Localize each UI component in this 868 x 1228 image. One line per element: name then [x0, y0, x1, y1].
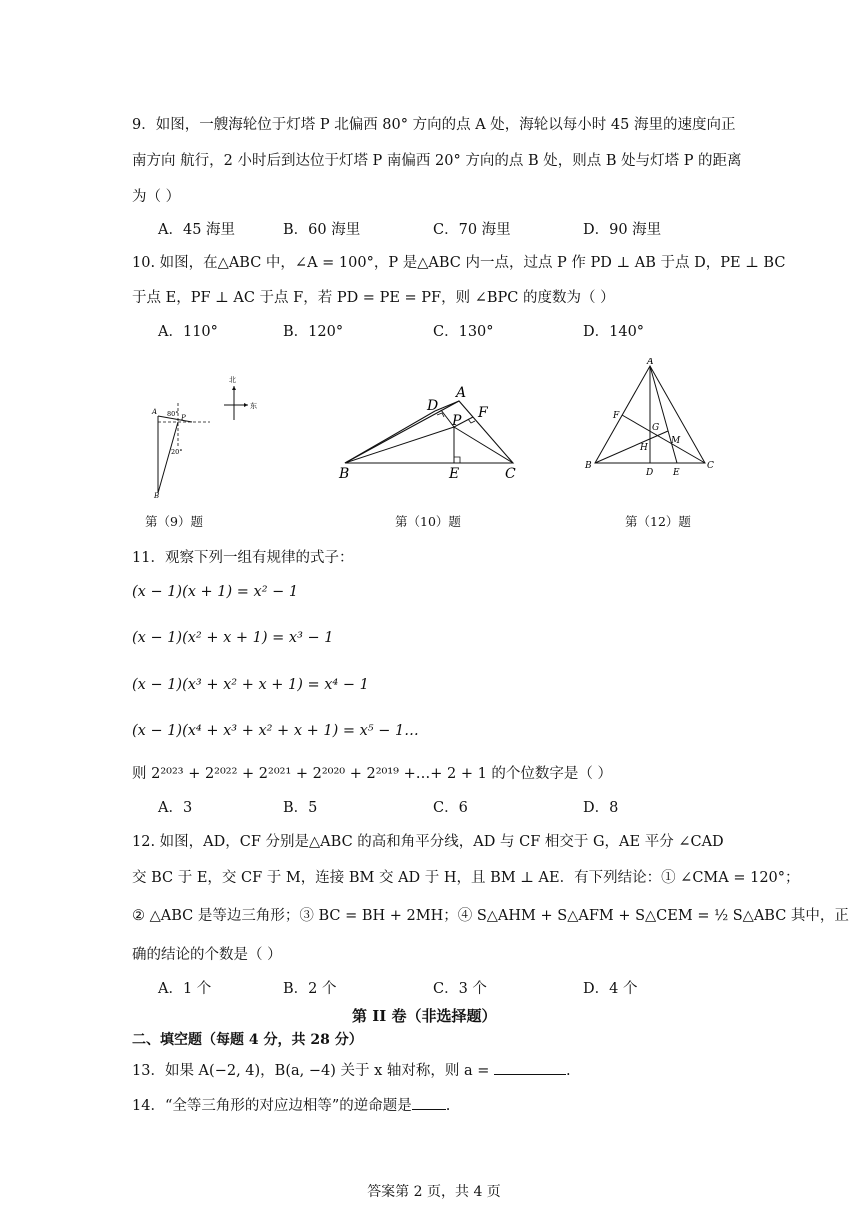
- q13-end: .: [566, 1063, 571, 1079]
- q12-line1: 12. 如图，AD，CF 分别是△ABC 的高和角平分线，AD 与 CF 相交于 G，AE 平分 ∠CAD: [132, 834, 724, 850]
- fig12-label-g: G: [652, 423, 660, 433]
- q10-line1: 10. 如图，在△ABC 中，∠A = 100°，P 是△ABC 内一点，过点 P 作 PD ⊥ AB 于点 D，PE ⊥ BC: [132, 255, 786, 271]
- fig9-label-b: B: [154, 492, 160, 500]
- q13-text: 13．如果 A(−2, 4)，B(a, −4) 关于 x 轴对称，则 a =: [132, 1063, 490, 1079]
- q10-option-b: B．120°: [283, 324, 344, 340]
- q13-answer-blank[interactable]: [494, 1062, 566, 1075]
- q11-option-a: A．3: [158, 800, 193, 816]
- fig12-label-b: B: [585, 461, 592, 471]
- fig9-angle-20: 20°: [171, 448, 183, 456]
- q14-answer-blank[interactable]: [412, 1097, 446, 1110]
- q11-eq4: (x − 1)(x⁴ + x³ + x² + x + 1) = x⁵ − 1…: [132, 723, 419, 739]
- q10-option-d: D．140°: [583, 324, 645, 340]
- q14-line: [132, 1094, 450, 1115]
- q12-option-a: A．1 个: [158, 981, 212, 997]
- q9-option-b: B．60 海里: [283, 222, 361, 238]
- q9-option-c: C．70 海里: [433, 222, 511, 238]
- fig9-label-p: P: [181, 414, 186, 422]
- fig9-caption: 第（9）题: [145, 514, 203, 529]
- fig9-compass-east: 东: [250, 402, 257, 410]
- fig10-label-d: D: [427, 398, 439, 414]
- fig9-label-a: A: [152, 408, 158, 416]
- q12-option-b: B．2 个: [283, 981, 337, 997]
- fig12-label-e: E: [673, 468, 680, 478]
- q9-line2: 南方向 航行，2 小时后到达位于灯塔 P 南偏西 20° 方向的点 B 处，则点 B 处与灯塔 P 的距离: [132, 153, 742, 169]
- fig10-label-e: E: [449, 466, 460, 482]
- fig10-label-c: C: [505, 466, 516, 482]
- fig10-label-p: P: [452, 413, 462, 429]
- figure-10: [335, 383, 530, 483]
- fig12-caption: 第（12）题: [625, 514, 691, 529]
- q9-line1: 9．如图，一艘海轮位于灯塔 P 北偏西 80° 方向的点 A 处，海轮以每小时 45 海里的速度向正: [132, 117, 736, 133]
- q12-option-d: D．4 个: [583, 981, 638, 997]
- fig12-label-a: A: [647, 358, 654, 367]
- q12-option-c: C．3 个: [433, 981, 487, 997]
- fig12-label-d: D: [646, 468, 654, 478]
- q11-eq3: (x − 1)(x³ + x² + x + 1) = x⁴ − 1: [132, 677, 369, 693]
- part2-heading: 二、填空题（每题 4 分，共 28 分）: [132, 1032, 363, 1048]
- q11-intro: 11．观察下列一组有规律的式子：: [132, 550, 354, 566]
- fig9-angle-80: 80°: [167, 410, 179, 418]
- q10-line2: 于点 E，PF ⊥ AC 于点 F，若 PD = PE = PF，则 ∠BPC 的度数为（ ）: [132, 290, 615, 306]
- figure-12: [580, 358, 720, 483]
- q12-line2: 交 BC 于 E，交 CF 于 M，连接 BM 交 AD 于 H，且 BM ⊥ AE．有下列结论：① ∠CMA = 120°；: [132, 870, 800, 886]
- fig10-label-f: F: [478, 405, 488, 421]
- fig12-label-m: M: [671, 436, 681, 446]
- fig10-label-a: A: [456, 385, 467, 401]
- q10-option-c: C．130°: [433, 324, 494, 340]
- q9-line3: 为（ ）: [132, 189, 181, 205]
- q14-text: 14．“全等三角形的对应边相等”的逆命题是: [132, 1098, 412, 1114]
- q13-line: [132, 1059, 571, 1080]
- q9-option-d: D．90 海里: [583, 222, 662, 238]
- page-footer: 答案第 2 页，共 4 页: [367, 1184, 501, 1200]
- q11-question: 则 2²⁰²³ + 2²⁰²² + 2²⁰²¹ + 2²⁰²⁰ + 2²⁰¹⁹ +…+ 2 + 1 的个位数字是（ ）: [132, 766, 613, 782]
- section-title: 第 II 卷（非选择题）: [352, 1007, 497, 1025]
- fig10-label-b: B: [339, 466, 350, 482]
- q12-line3: ② △ABC 是等边三角形；③ BC = BH + 2MH；④ S△AHM + S△AFM + S△CEM = ½ S△ABC 其中，正: [132, 908, 849, 924]
- q11-eq1: (x − 1)(x + 1) = x² − 1: [132, 584, 299, 600]
- q9-option-a: A．45 海里: [158, 222, 236, 238]
- q11-option-d: D．8: [583, 800, 619, 816]
- q11-option-b: B．5: [283, 800, 318, 816]
- q11-eq2: (x − 1)(x² + x + 1) = x³ − 1: [132, 630, 334, 646]
- fig10-caption: 第（10）题: [395, 514, 461, 529]
- figure-9: [140, 368, 270, 503]
- fig12-label-h: H: [640, 443, 648, 453]
- q11-option-c: C．6: [433, 800, 468, 816]
- fig12-label-f: F: [613, 411, 620, 421]
- q14-end: .: [445, 1098, 451, 1114]
- fig12-label-c: C: [707, 461, 714, 471]
- q12-line4: 确的结论的个数是（ ）: [132, 947, 282, 963]
- q10-option-a: A．110°: [158, 324, 218, 340]
- fig9-compass-north: 北: [229, 376, 236, 384]
